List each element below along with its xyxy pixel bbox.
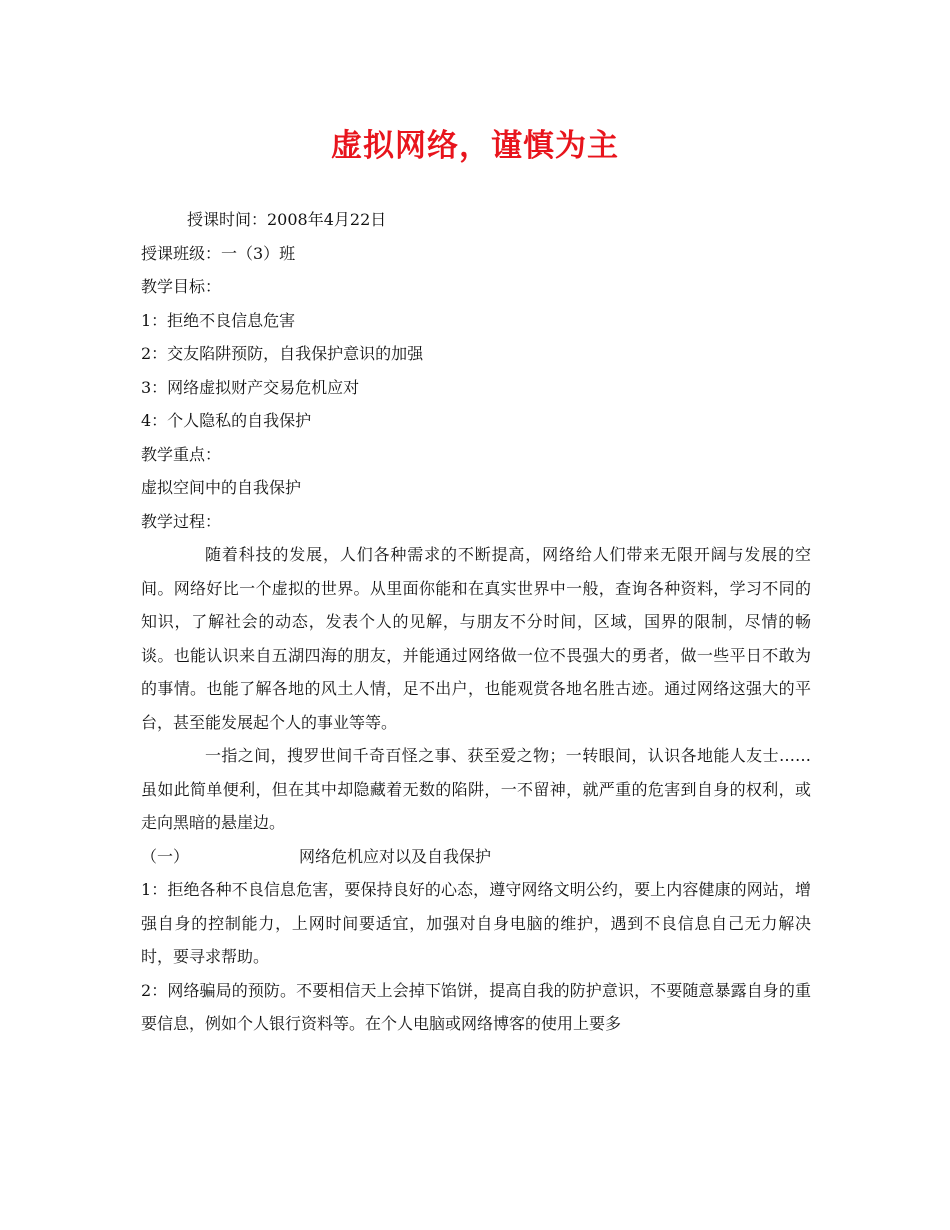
process-paragraph: 一指之间，搜罗世间千奇百怪之事、获至爱之物；一转眼间，认识各地能人友士……虽如此简单便利，但在其中却隐藏着无数的陷阱，一不留神，就严重的危害到自身的权利，或走向黑暗的悬崖边。	[141, 746, 811, 832]
section-heading	[141, 840, 811, 874]
document-title: 虚拟网络，谨慎为主	[331, 128, 619, 164]
goal-item: 2：交友陷阱预防，自我保护意识的加强	[141, 344, 424, 363]
section-item: 1：拒绝各种不良信息危害，要保持良好的心态，遵守网络文明公约，要上内容健康的网站，增强自身的控制能力，上网时间要适宜，加强对自身电脑的维护，遇到不良信息自己无力解决时，要寻求帮助。	[141, 880, 811, 966]
goal-item: 3：网络虚拟财产交易危机应对	[141, 377, 360, 397]
section-item: 2：网络骗局的预防。不要相信天上会掉下馅饼，提高自我的防护意识，不要随意暴露自身的重要信息，例如个人银行资料等。在个人电脑或网络博客的使用上要多	[141, 980, 811, 1033]
document-body	[141, 203, 811, 1041]
process-heading: 教学过程：	[141, 511, 222, 531]
section-title: 网络危机应对以及自我保护	[299, 846, 492, 866]
goal-item: 1：拒绝不良信息危害	[141, 310, 296, 330]
process-paragraph: 随着科技的发展，人们各种需求的不断提高，网络给人们带来无限开阔与发展的空间。网络好比一个虚拟的世界。从里面你能和在真实世界中一般，查询各种资料，学习不同的知识，了解社会的动态，发表个人的见解，与朋友不分时间，区域，国界的限制，尽情的畅谈。也能认识来自五湖四海的朋友，并能通过网络做一位不畏强大的勇者，做一些平日不敢为的事情。也能了解各地的风土人情，足不出户，也能观赏各地名胜古迹。通过网络这强大的平台，甚至能发展起个人的事业等等。	[141, 545, 811, 732]
goals-heading: 教学目标：	[141, 277, 222, 296]
focus-heading: 教学重点：	[141, 444, 222, 464]
lesson-time: 授课时间：2008年4月22日	[187, 210, 387, 229]
section-number: （一）	[141, 846, 190, 866]
lesson-class: 授课班级：一（3）班	[141, 243, 296, 263]
goal-item: 4：个人隐私的自我保护	[141, 411, 312, 430]
focus-text: 虚拟空间中的自我保护	[141, 478, 302, 497]
